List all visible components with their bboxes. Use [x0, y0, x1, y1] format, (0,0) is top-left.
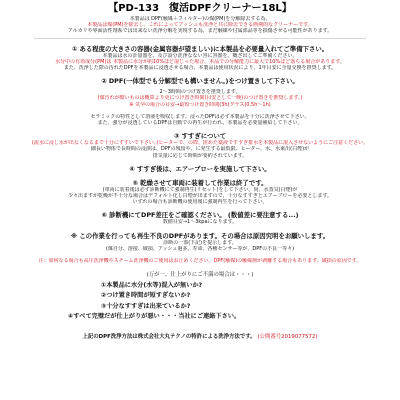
- intro-line-1: 本製品は DPF(触媒＋フィルター)の煤(PM)を分解除去する為、: [129, 16, 271, 22]
- step-6-kpa: 数値目安→1～3kpaになります。: [162, 219, 238, 226]
- step-3-line-2: 細長い物体で長時間の浸漬は、DPFの残留や、に発生する最低限、ヒーター、水、水乗出(白煙)が: [90, 146, 310, 153]
- faq-item-4: ④すべて完璧だが仕上がりが悪い・・・当社にご連絡下さい。: [68, 313, 241, 321]
- step-4: [6, 165, 394, 173]
- step-5-line-3: いずれの場合も診断機の使用後に強制再生を行って下さい。: [132, 199, 268, 206]
- warning-line: 注：如何なる場合も高圧洗浄機やスチーム洗浄機のご使用はお止めください。DPF(触媒)の触媒層が剥離する場合もあります。破損の原因です。: [38, 258, 362, 265]
- step-2-header: ② DPF(一体型でも分解型でも構いません。)をつけ置きして下さい。: [101, 77, 299, 86]
- step-5: [6, 179, 394, 206]
- step-2: [6, 77, 394, 126]
- step-1-line-2: 水分中の有効成分(PM)は 本製品に水分が約10%ほど混じった場合、本品での分解能力に最大で10%ほど落ちる場合があります。: [55, 58, 345, 65]
- step-3: [6, 132, 394, 159]
- step-2-line-3: ※ 気孕の場合の目安→最短つけ置き時間(3h)グラス(0.5h～1h): [129, 101, 271, 108]
- step-7-header: ※ この作業を行っても再生不良のDPFがあります。その場合は原因究明をお願いします。: [70, 231, 330, 240]
- step-6: [6, 211, 394, 225]
- step-4-header: ④ すすぎ後は、エアーブローを実施して下さい。: [129, 164, 271, 173]
- step-2-line-2: (煤汚れが酷いものは概算より更につけ置き時間(目安として一晩)のつけ置きを推奨します。): [97, 95, 303, 102]
- footer-text: 上記のDPF洗浄方法は株式会社大丸テクノの特許による洗浄方法です。: [82, 333, 256, 340]
- intro-line-2: 本製品は煤(PM)を除去し、これによってアッシュも洗浄と共に除去できる画期的なクリーナーです。: [87, 22, 313, 29]
- footer: [6, 333, 394, 342]
- step-1-line-3: また、洗浄した際の汚れたDPFを本製品に浸透させる場合、本製品は使用状況により、1年目安に全量交換を推奨します。: [63, 65, 337, 72]
- step-1-header: ① ある程度の大きさの容器(金属容器が望ましい)に本製品を必要量入れてご準備下さい。: [71, 44, 329, 53]
- step-3-line-3: 排気量に応じて時間が要約されています。: [152, 152, 248, 159]
- faq-item-1: ①本製品に水分(水等)混入が無いか?: [101, 281, 203, 289]
- faq-item-2: ②つけ置き時間が短すぎないか?: [101, 292, 191, 300]
- faq-section: [6, 270, 394, 323]
- step-2-line-1: 2～3時間のつけ置きを推奨します。: [159, 89, 241, 96]
- step-6-header: ⑥ 診断機にてDPF差圧をご確認ください。 (数値差に要注意する...): [101, 211, 299, 220]
- step-7-line-1: 診断の一部(下記)を提示します。: [163, 239, 237, 246]
- step-2-note-1: セラミックの特性として溶液を吸収します。浸ったDPFは必ず本製品を十分に洗浄させて下さい。: [90, 113, 310, 120]
- faq-intro: (万が一、仕上がりにご不満の場合は・・・): [146, 272, 254, 279]
- page-title: 【PD-133 復活DPFクリーナー18L】: [108, 3, 292, 14]
- patent-number: (公開番号2019077572): [257, 333, 318, 340]
- step-3-line-1: (流水に浸し水が出なくなるまで十分にすすいで下さい。)ヒーターで、の際、匿めた薬液ですすぎ排水を本製品に混入させないようにご注意ください。: [31, 140, 369, 147]
- step-5-line-2: 少々出ますが乾燥が不十分な場合はデフォルト化し白煙が出ますので、十分なすすぎとエアーブローを必要とします。: [68, 193, 332, 200]
- faq-item-3: ③十分なすすぎは出来ているか?: [101, 302, 191, 310]
- step-2-note-2: また、強分が浸透しているDPFは自動での再生が行われ、本製品を必要量補給して下さい。: [97, 120, 303, 127]
- intro-line-3: アルカリや界面活性剤系では出来ない洗浄分解を実現する為、まだ触媒や付属部品等を損傷させる可能性があります。: [67, 28, 333, 35]
- step-7: [6, 232, 394, 252]
- step-7-line-2: (煤自分、溶接、破損、アッシュ過多、寿命、各種センサー等が、DPFの不良一等々): [105, 245, 295, 252]
- step-1: [6, 45, 394, 72]
- divider: [34, 38, 366, 39]
- intro-section: [6, 16, 394, 35]
- step-3-header: ③ すすぎについて: [173, 132, 227, 141]
- warning-section: [6, 258, 394, 264]
- step-1-line-1: 本製品は水の計量器を、及び設分洗浄なない容に容器を、概ざ出してご準備ください。: [102, 52, 298, 59]
- step-5-line-1: (車両に装着後は必ず診断機にて強制再生(リセット)をして下さい。尚、水蒸気(白煙)が: [102, 186, 298, 193]
- step-5-header: ⑤ 乾燥させて車両に装着して作業は終了です。: [132, 178, 268, 187]
